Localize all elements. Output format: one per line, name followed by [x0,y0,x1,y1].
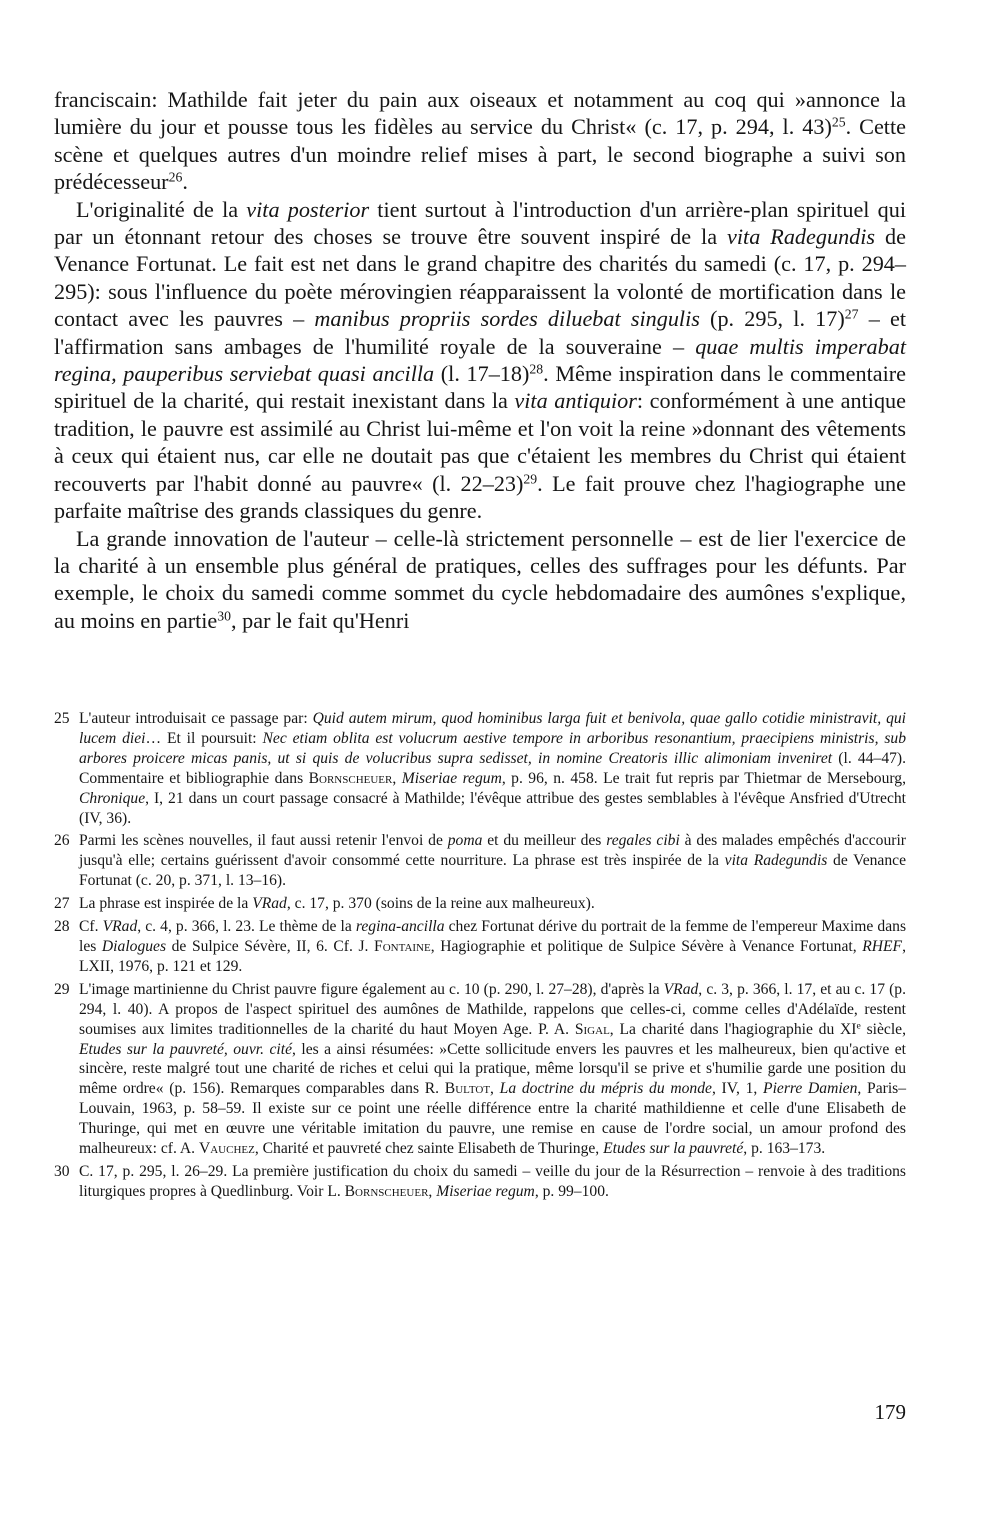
text-run: tient surtout à l'introduction d'un arrière-plan spirituel qui par un étonnant retour des choses se trouve être souvent inspiré de la [54,196,906,250]
text-run: L'auteur introduisait ce passage par: [79,710,313,727]
footnote-number: 30 [54,1162,70,1180]
text-run: , Paris–Louvain, 1963, p. 58–59. Il existe sur ce point une réelle différence entre la charité mathildienne et celle d'une Elisabeth de Thuringe, qui met en œuvre une véritable imitation du pauvre, une remise en cause de l'ordre social, un amour profond des malheureux: cf. A. [79,1080,907,1158]
footnote [54,1162,906,1202]
text-run: à des malades empêchés d'accourir jusqu'à elle; certains guérissent d'avoir consommé cette nourriture. La phrase est très inspirée de la [79,832,906,870]
footnote [54,917,906,977]
paragraph [54,525,906,635]
author-name: Bornscheuer [308,769,393,787]
text-run: . Cette scène et quelques autres d'un moindre relief mises à part, le second biographe a suivi son prédécesseur [54,114,906,195]
text-run: siècle, [860,1020,906,1038]
italic-text: VRad [663,980,699,998]
note-reference: 25 [831,114,846,130]
italic-text: Etudes sur la pauvreté [603,1140,744,1158]
text-run: : conformément à une antique tradition, le pauvre est assimilé au Christ lui-même et l'on voit la reine »donnant des vêtements à ceux qui étaient nus, car elle ne doutait pas que c'étaient les membres du Christ qui étaient recouverts par l'habit donné au pauvre« (l. 22–23) [54,388,906,496]
text-run: chez Fortunat dérive du portrait de la femme de l'empereur Maxime dans les [79,918,907,955]
text-run: , Hagiographie et politique de Sulpice Sévère à Venance Fortunat, [430,937,863,955]
text-run: , p. 99–100. [534,1182,609,1200]
text-run: , La charité dans l'hagiographie du XI [609,1020,857,1038]
author-name: Sigal [574,1020,610,1038]
text-run: L'originalité de la [76,196,247,222]
note-reference: e [856,1020,861,1032]
text-run: , IV, 1, [711,1080,764,1098]
italic-text: VRad [102,918,138,936]
note-reference: 30 [217,608,232,624]
text-run: , les a ainsi résumées: »Cette sollicitude envers les pauvres et les malheureux, bien qu'active et sincère, reste malgré tout une charité de riches et celui qui la pratique, même lorsqu'il se prive et s'humilie garde une position du même ordre« (p. 156). Remarques comparables dans R. [79,1040,906,1098]
main-text [54,86,906,634]
italic-text: vita posterior [246,196,370,222]
text-run: Parmi les scènes nouvelles, il faut aussi retenir l'envoi de [79,832,448,850]
footnote-number: 26 [54,832,70,850]
note-reference: 29 [523,471,538,487]
text-run: , [490,1080,500,1098]
text-run: , c. 4, p. 366, l. 23. Le thème de la [137,918,356,936]
text-run: . [182,169,188,195]
text-run: – et l'affirmation sans ambages de l'humilité royale de la souveraine – [54,306,906,359]
note-reference: 26 [168,169,183,185]
text-run: (l. 44–47). Commentaire et bibliographie dans [79,749,907,787]
footnote-text [79,710,906,827]
note-reference: 27 [844,306,859,322]
footnote-number: 28 [54,918,70,936]
text-run: , Charité et pauvreté chez sainte Elisabeth de Thuringe, [254,1140,604,1158]
footnote-number: 27 [54,895,70,913]
page-number: 179 [874,1400,906,1424]
text-run: de Sulpice Sévère, II, 6. Cf. J. [166,937,375,955]
text-run: , LXII, 1976, p. 121 et 129. [79,937,906,975]
text-run: de Venance Fortunat. Le fait est net dans le grand chapitre des charités du samedi (c. 17, p. 294–295): sous l'influence du poète mérovingien réapparaissent la volonté de mortification dans le contact avec les pauvres – [54,224,906,332]
text-run: (p. 295, l. 17) [699,306,845,332]
footnote-text [79,832,906,889]
italic-text: La doctrine du mépris du monde [499,1080,712,1098]
text-run: La grande innovation de l'auteur – celle-là strictement personnelle – est de lier l'exercice de la charité à un ensemble plus général de pratiques, celles des suffrages pour les défunts. Par exemple, le choix du samedi comme sommet du cycle hebdomadaire des aumônes s'explique, au moins en partie [54,525,906,633]
note-reference: 28 [529,361,544,377]
author-name: Bultot [444,1080,491,1098]
text-run: , p. 96, n. 458. Le trait fut repris par Thietmar de Mersebourg, [501,769,907,787]
text-run: franciscain: Mathilde fait jeter du pain aux oiseaux et notamment au coq qui »annonce la lumière du jour et pousse tous les fidèles au service du Christ« (c. 17, p. 294, l. 43) [54,87,906,140]
italic-text: quae multis imperabat regina, pauperibus serviebat quasi ancilla [54,333,906,387]
author-name: Vauchez [198,1140,255,1158]
author-name: Bornscheuer [344,1182,429,1200]
italic-text: RHEF [862,937,903,955]
footnote [54,709,906,828]
footnote-text [79,981,906,1157]
text-run: L'image martinienne du Christ pauvre figure également au c. 10 (p. 290, l. 27–28), d'après la [79,980,664,998]
text-run: de Venance Fortunat (c. 20, p. 371, l. 13–16). [79,852,906,890]
italic-text: VRad [252,895,287,913]
text-run: , p. 163–173. [743,1140,826,1158]
italic-text: Pierre Damien [763,1080,858,1098]
footnote [54,894,906,914]
italic-text: Dialogues [101,937,167,955]
italic-text: Chronique [79,789,146,807]
paragraph [54,86,906,196]
text-run: , c. 17, p. 370 (soins de la reine aux malheureux). [286,895,595,913]
text-run: et du meilleur des [482,832,607,850]
footnote [54,831,906,891]
italic-text: vita Radegundis [727,224,876,250]
italic-text: manibus propriis sordes diluebat singulis [314,306,700,332]
text-run: Cf. [79,918,103,936]
italic-text: vita Radegundis [724,852,828,870]
text-run: C. 17, p. 295, l. 26–29. La première justification du choix du samedi – veille du jour de la Résurrection – renvoie à des traditions liturgiques propres à Quedlinburg. Voir L. [79,1162,906,1200]
footnote-text [79,895,595,912]
italic-text: poma [447,832,483,850]
footnote-number: 25 [54,710,70,727]
text-run: . Le fait prouve chez l'hagiographe une parfaite maîtrise des grands classiques du genre. [54,470,906,524]
paragraph [54,196,906,525]
footnotes [54,709,906,1205]
italic-text: Miseriae regum [436,1182,535,1200]
italic-text: regales cibi [606,832,680,850]
text-run: , I, 21 dans un court passage consacré à Mathilde; l'évêque attribue des gestes semblables à l'évêque Ansfried d'Utrecht (IV, 36). [79,789,906,827]
footnote-text [79,918,906,975]
footnote-text [79,1163,906,1200]
text-run: , [428,1182,437,1200]
italic-text: Miseriae regum [401,769,502,787]
text-run: , c. 3, p. 366, l. 17, et au c. 17 (p. 294, l. 40). A propos de l'aspect spirituel des aumônes de Mathilde, rappelons que celles-ci, comme celles d'Adélaïde, restent soumises aux limites traditionnelles de la charité du haut Moyen Age. P. A. [79,980,906,1038]
italic-text: Quid autem mirum, quod hominibus larga fuit et benivola, quae gallo cotidie ministravit, qui lucem diei [79,710,906,747]
italic-text: Nec etiam oblita est volucrum aestive tempore in arboribus resonantium, praecipiens ministris, sub arbores proicere micas panis, ut si quis de volucribus supra sedisset, in nomine Creatoris illic alimoniam inveniret [79,729,907,767]
text-run: , par le fait qu'Henri [231,607,410,633]
text-run: … Et il poursuit: [145,729,263,747]
author-name: Fontaine [374,937,431,955]
text-run: , [392,769,402,787]
text-run: La phrase est inspirée de la [79,895,253,913]
footnote-number: 29 [54,980,70,998]
text-run: . Même inspiration dans le commentaire spirituel de la charité, qui restait inexistant dans la [54,361,906,414]
text-run: (l. 17–18) [434,361,530,387]
italic-text: vita antiquior [514,388,637,414]
italic-text: Etudes sur la pauvreté, ouvr. cité [79,1040,292,1058]
footnote [54,980,906,1159]
italic-text: regina-ancilla [355,918,445,936]
